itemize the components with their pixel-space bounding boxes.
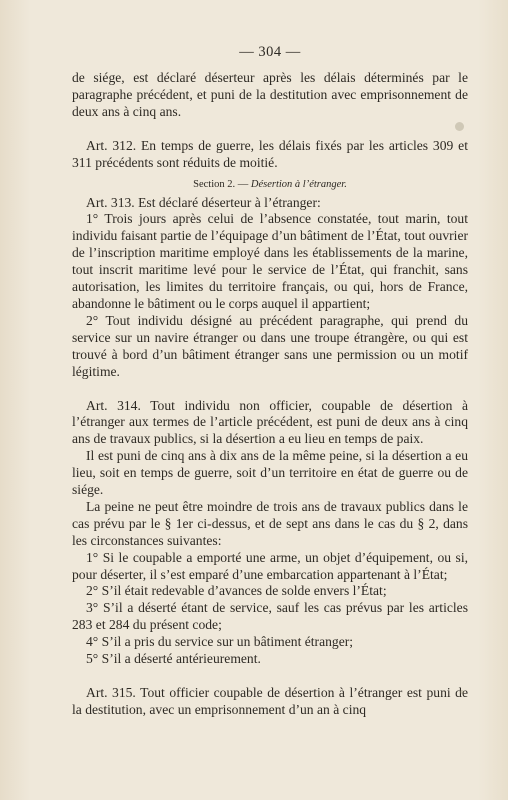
paper-stain [460,690,464,694]
article-314: Art. 314. Tout individu non officier, coupable de désertion à l’étranger aux termes de l’article précédent, est puni de deux ans à cinq ans de travaux publics, si la désertion a eu lieu en temps de paix. [72,397,468,447]
article-314-item-4: 4° S’il a pris du service sur un bâtiment étranger; [86,634,354,650]
section-heading [72,178,468,192]
article-313-item-2: 2° Tout individu désigné au précédent paragraphe, qui prend du service sur un navire étranger ou dans une troupe étrangère, ou qui est trouvé à bord d’un bâtiment étranger sans une permission ou un motif légitime. [72,312,468,379]
article-313-item-1: 1° Trois jours après celui de l’absence constatée, tout marin, tout individu faisant partie de l’équipage d’un bâtiment de l’État, tout ouvrier de l’inscription maritime employé dans les établissements de la marine, tout inscrit maritime levé pour le service de l’État, qui franchit, sans autorisation, les limites du territoire français, ou qui, hors de France, abandonne le bâtiment ou le corps auquel il appartient; [72,211,468,311]
article-314-item-2: 2° S’il était redevable d’avances de solde envers l’État; [86,583,387,599]
section-label: Section 2. — [193,178,249,190]
article-314-item-1: 1° Si le coupable a emporté une arme, un objet d’équipement, ou si, pour déserter, il s’est emparé d’une embarcation appartenant à l’État; [72,549,468,582]
article-314-item-5: 5° S’il a déserté antérieurement. [86,651,261,667]
paper-stain [455,122,464,131]
article-315: Art. 315. Tout officier coupable de désertion à l’étranger est puni de la destitution, avec un emprisonnement d’un an à cinq [72,685,468,717]
page-number: — 304 — [239,44,301,60]
article-314-paragraph-3: La peine ne peut être moindre de trois ans de travaux publics dans le cas prévu par le § 1er ci-dessus, et de sept ans dans le cas du § 2, dans les circonstances suivantes: [72,498,468,548]
section-title: Désertion à l’étranger. [250,178,347,190]
article-314-item-3: 3° S’il a déserté étant de service, sauf les cas prévus par les articles 283 et 284 du présent code; [72,600,468,633]
paragraph-continuation: de siége, est déclaré déserteur après les délais déterminés par le paragraphe précédent, et puni de la destitution avec emprisonnement de deux ans à cinq ans. [72,70,468,119]
article-313-intro: Art. 313. Est déclaré déserteur à l’étranger: [86,194,321,210]
article-314-paragraph-2: Il est puni de cinq ans à dix ans de la même peine, si la désertion a eu lieu, soit en temps de guerre, soit d’un territoire en état de guerre ou de siége. [72,448,468,498]
article-312: Art. 312. En temps de guerre, les délais fixés par les articles 309 et 311 précédents sont réduits de moitié. [72,137,468,170]
